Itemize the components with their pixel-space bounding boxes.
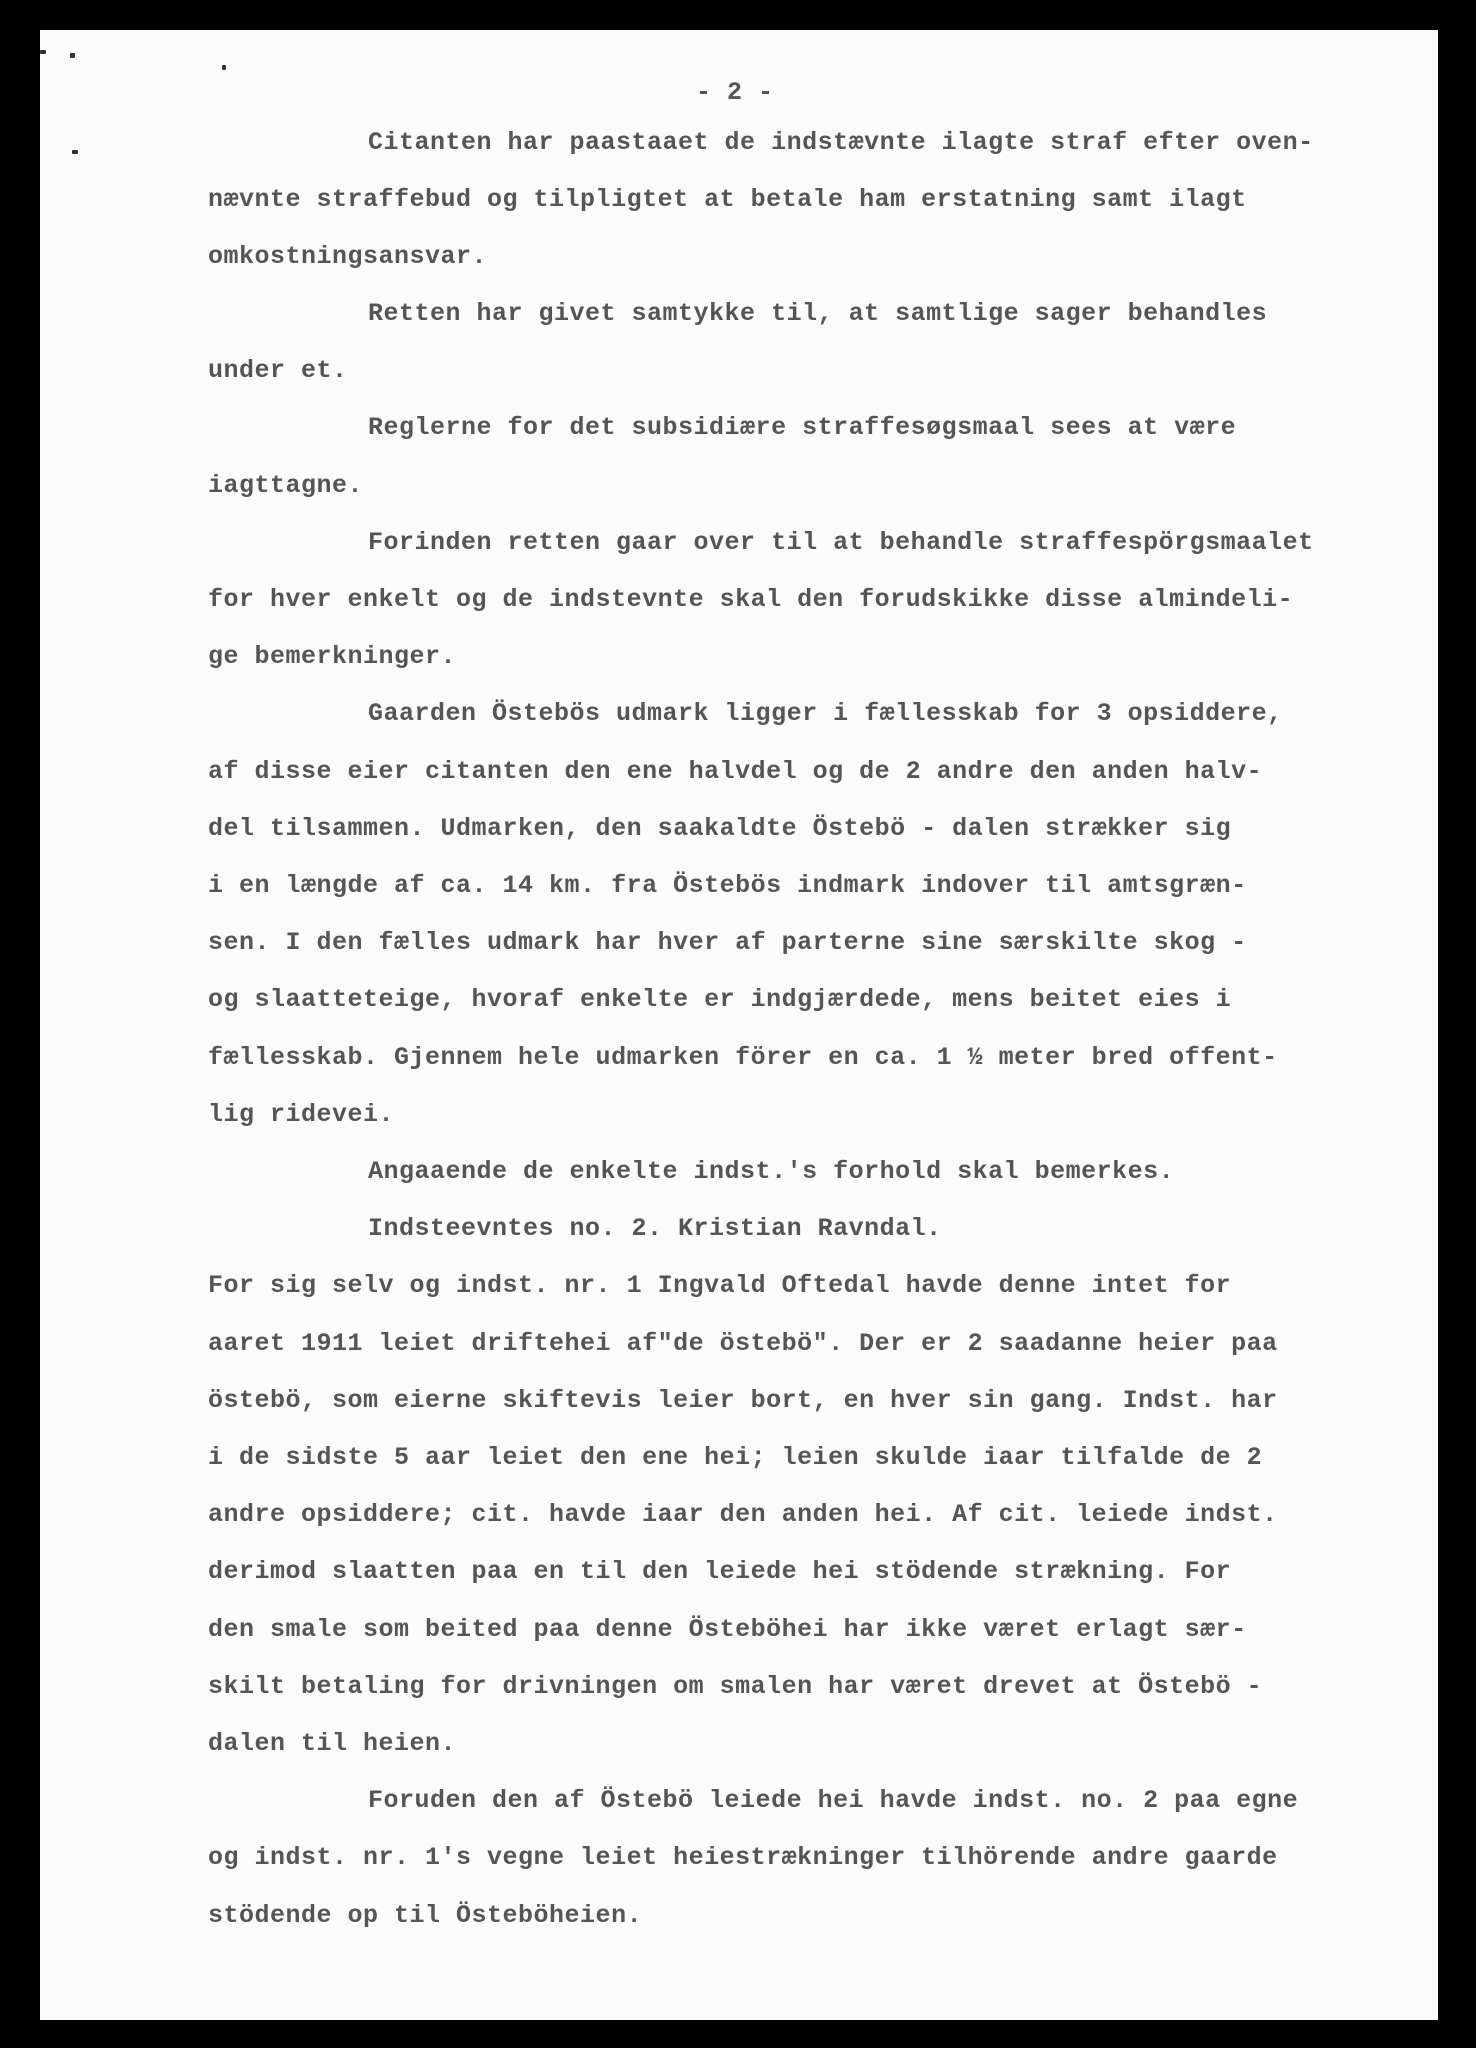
text-line: Reglerne for det subsidiære straffesøgsmaal sees at være [368,413,1237,442]
text-line: Forinden retten gaar over til at behandle straffespörgsmaalet [368,528,1314,557]
page-number: - 2 - [696,78,774,107]
text-line: stödende op til Östeböheien. [208,1901,643,1930]
text-line: iagttagne. [208,471,364,500]
text-line: Gaarden Östebös udmark ligger i fællesskab for 3 opsiddere, [368,699,1283,728]
text-line: Retten har givet samtykke til, at samtlige sager behandles [368,299,1268,328]
text-line: under et. [208,356,348,385]
text-line: Indsteevntes no. 2. Kristian Ravndal. [368,1214,942,1243]
text-line: og indst. nr. 1's vegne leiet heiestrækninger tilhörende andre gaarde [208,1843,1278,1872]
text-line: östebö, som eierne skiftevis leier bort, en hver sin gang. Indst. har [208,1386,1278,1415]
text-line: dalen til heien. [208,1729,457,1758]
text-line: For sig selv og indst. nr. 1 Ingvald Oftedal havde denne intet for [208,1271,1232,1300]
text-line: Citanten har paastaaet de indstævnte ilagte straf efter oven- [368,128,1314,157]
text-line: for hver enkelt og de indstevnte skal den forudskikke disse almindeli- [208,585,1294,614]
text-line: lig ridevei. [208,1100,395,1129]
text-line: i en længde af ca. 14 km. fra Östebös indmark indover til amtsgræn- [208,871,1247,900]
text-line: i de sidste 5 aar leiet den ene hei; leien skulde iaar tilfalde de 2 [208,1443,1263,1472]
text-line: del tilsammen. Udmarken, den saakaldte Östebö - dalen strækker sig [208,814,1232,843]
text-line: andre opsiddere; cit. havde iaar den anden hei. Af cit. leiede indst. [208,1500,1278,1529]
text-line: den smale som beited paa denne Östeböhei har ikke været erlagt sær- [208,1615,1247,1644]
text-line: og slaatteteige, hvoraf enkelte er indgjærdede, mens beitet eies i [208,985,1232,1014]
text-line: omkostningsansvar. [208,242,488,271]
text-line: ge bemerkninger. [208,642,457,671]
text-line: sen. I den fælles udmark har hver af parterne sine særskilte skog - [208,928,1247,957]
document-page [40,30,1438,2020]
text-line: skilt betaling for drivningen om smalen har været drevet at Östebö - [208,1672,1263,1701]
text-line: Angaaende de enkelte indst.'s forhold skal bemerkes. [368,1157,1175,1186]
typed-text [40,30,1438,2020]
text-line: Foruden den af Östebö leiede hei havde indst. no. 2 paa egne [368,1786,1299,1815]
text-line: aaret 1911 leiet driftehei af"de östebö". Der er 2 saadanne heier paa [208,1329,1278,1358]
text-line: derimod slaatten paa en til den leiede hei stödende strækning. For [208,1557,1232,1586]
text-line: nævnte straffebud og tilpligtet at betale ham erstatning samt ilagt [208,185,1247,214]
text-line: fællesskab. Gjennem hele udmarken förer en ca. 1 ½ meter bred offent- [208,1043,1278,1072]
text-line: af disse eier citanten den ene halvdel og de 2 andre den anden halv- [208,757,1263,786]
